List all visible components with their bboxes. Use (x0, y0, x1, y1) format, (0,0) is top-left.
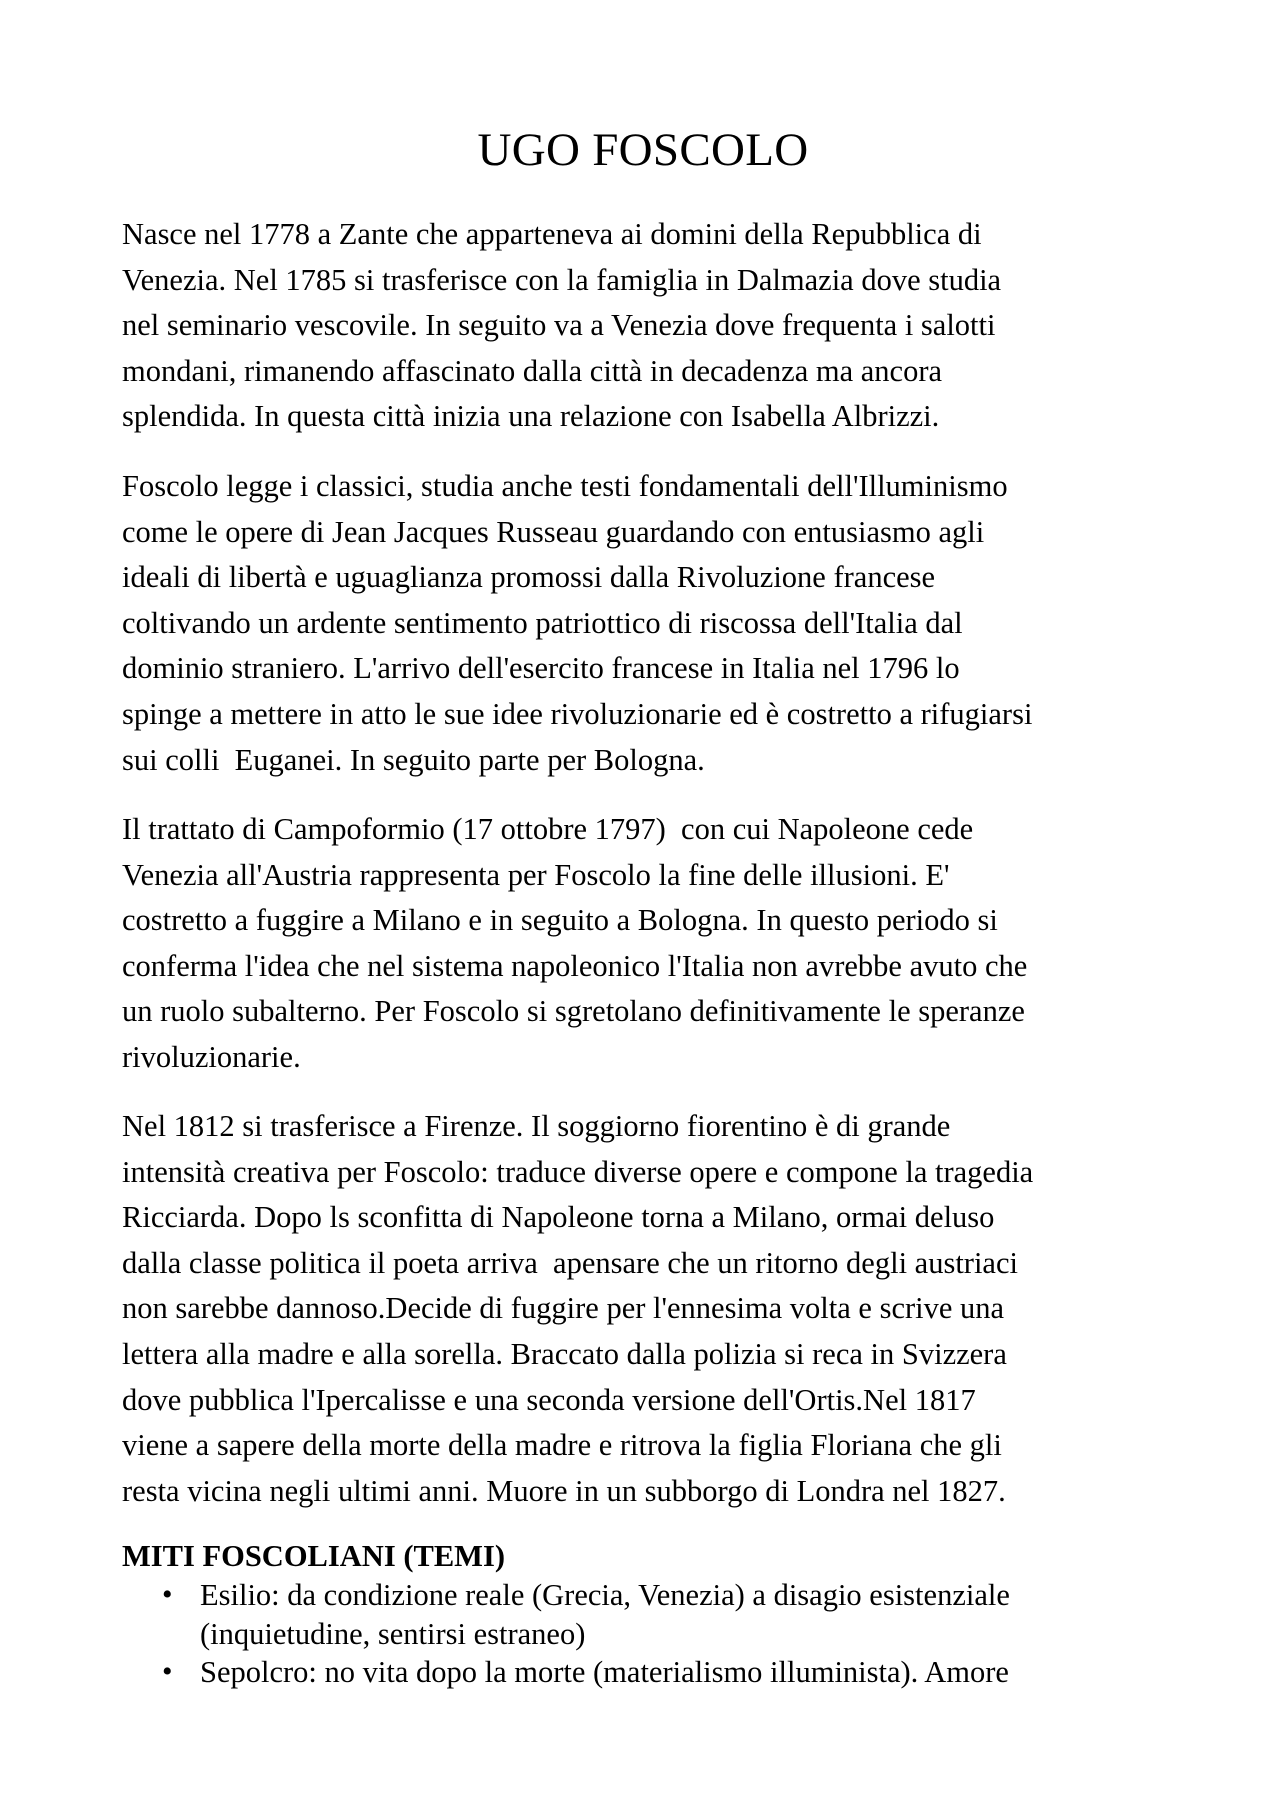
section-heading-miti: MITI FOSCOLIANI (TEMI) (122, 1539, 505, 1573)
paragraph-line: resta vicina negli ultimi anni. Muore in un subborgo di Londra nel 1827. (122, 1473, 1006, 1508)
paragraph-line: coltivando un ardente sentimento patriottico di riscossa dell'Italia dal (122, 605, 963, 640)
biography-paragraph-4 (122, 1104, 1182, 1514)
paragraph-line: mondani, rimanendo affascinato dalla città in decadenza ma ancora (122, 353, 943, 388)
paragraph-line: lettera alla madre e alla sorella. Braccato dalla polizia si reca in Svizzera (122, 1336, 1007, 1371)
biography-paragraph-1 (122, 212, 1182, 440)
list-item (122, 1653, 1202, 1692)
paragraph-line: dominio straniero. L'arrivo dell'esercito francese in Italia nel 1796 lo (122, 651, 960, 686)
list-item-line: Sepolcro: no vita dopo la morte (materialismo illuminista). Amore (200, 1655, 1009, 1689)
bullet-icon: • (162, 1578, 173, 1611)
list-item (122, 1576, 1202, 1653)
paragraph-line: Venezia. Nel 1785 si trasferisce con la famiglia in Dalmazia dove studia (122, 262, 1002, 297)
paragraph-line: un ruolo subalterno. Per Foscolo si sgretolano definitivamente le speranze (122, 994, 1025, 1029)
biography-paragraph-3 (122, 807, 1182, 1081)
list-item-line: Esilio: da condizione reale (Grecia, Venezia) a disagio esistenziale (200, 1578, 1010, 1612)
paragraph-line: intensità creativa per Foscolo: traduce diverse opere e compone la tragedia (122, 1154, 1034, 1189)
paragraph-line: Il trattato di Campoformio (17 ottobre 1797) con cui Napoleone cede (122, 812, 974, 846)
paragraph-line: Ricciarda. Dopo ls sconfitta di Napoleone torna a Milano, ormai deluso (122, 1200, 995, 1235)
biography-paragraph-2 (122, 464, 1182, 783)
paragraph-line: costretto a fuggire a Milano e in seguito a Bologna. In questo periodo si (122, 903, 998, 938)
paragraph-line: come le opere di Jean Jacques Russeau guardando con entusiasmo agli (122, 514, 985, 549)
paragraph-line: Foscolo legge i classici, studia anche testi fondamentali dell'Illuminismo (122, 469, 1008, 503)
paragraph-line: spinge a mettere in atto le sue idee rivoluzionarie ed è costretto a rifugiarsi (122, 696, 1033, 731)
paragraph-line: Nasce nel 1778 a Zante che apparteneva ai domini della Repubblica di (122, 217, 982, 251)
paragraph-line: sui colli Euganei. In seguito parte per Bologna. (122, 742, 705, 777)
paragraph-line: nel seminario vescovile. In seguito va a Venezia dove frequenta i salotti (122, 308, 996, 343)
paragraph-line: dove pubblica l'Ipercalisse e una seconda versione dell'Ortis.Nel 1817 (122, 1382, 976, 1417)
paragraph-line: Nel 1812 si trasferisce a Firenze. Il soggiorno fiorentino è di grande (122, 1109, 951, 1143)
paragraph-line: Venezia all'Austria rappresenta per Foscolo la fine delle illusioni. E' (122, 857, 950, 892)
paragraph-line: conferma l'idea che nel sistema napoleonico l'Italia non avrebbe avuto che (122, 948, 1028, 983)
bullet-icon: • (162, 1655, 173, 1688)
paragraph-line: splendida. In questa città inizia una relazione con Isabella Albrizzi. (122, 399, 940, 434)
list-item-line: (inquietudine, sentirsi estraneo) (200, 1616, 586, 1651)
paragraph-line: rivoluzionarie. (122, 1039, 301, 1074)
paragraph-line: non sarebbe dannoso.Decide di fuggire per l'ennesima volta e scrive una (122, 1291, 1005, 1326)
paragraph-line: viene a sapere della morte della madre e ritrova la figlia Floriana che gli (122, 1428, 1002, 1463)
themes-list (122, 1576, 1202, 1692)
document-title: UGO FOSCOLO (477, 124, 809, 176)
paragraph-line: ideali di libertà e uguaglianza promossi dalla Rivoluzione francese (122, 560, 936, 595)
paragraph-line: dalla classe politica il poeta arriva apensare che un ritorno degli austriaci (122, 1245, 1018, 1280)
